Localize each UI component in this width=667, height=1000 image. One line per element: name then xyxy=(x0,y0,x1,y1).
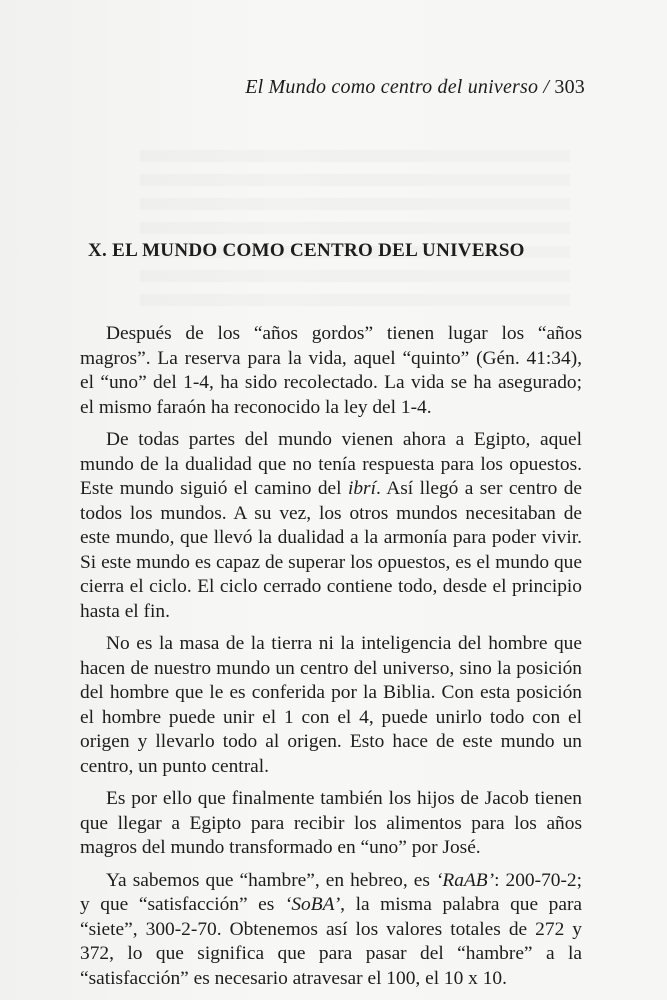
text-run: Ya sabemos que “hambre”, en hebreo, es xyxy=(106,869,436,891)
paragraph xyxy=(80,787,582,861)
paragraph xyxy=(80,869,582,992)
text-run: Es por ello que finalmente también los hijos de Jacob tienen que llegar a Egipto para recibir los alimentos para los años magros del mundo transformado en “uno” por José. xyxy=(80,788,582,858)
italic-term: ‘RaAB’ xyxy=(435,869,495,891)
text-run: : 200-70-2; y que “satisfacción” es xyxy=(80,869,583,915)
chapter-title: X. EL MUNDO COMO CENTRO DEL UNIVERSO xyxy=(88,240,525,261)
body-text xyxy=(80,322,582,991)
text-run: , la misma palabra que para “siete”, 300-2-70. Obtenemos así los valores totales de 272 y 372, lo que significa que para pasar del “hambre” a la “satisfacción” es necesario atravesar el 100, el 10 x 10. xyxy=(80,894,583,989)
italic-term: ibrí xyxy=(347,478,376,499)
text-run: No es la masa de la tierra ni la inteligencia del hombre que hacen de nuestro mundo un centro del universo, sino la posición del hombre que le es conferida por la Biblia. Con esta posición el hombre puede unir el 1 con el 4, puede unirlo todo con el origen y llevarlo todo al origen. Esto hace de este mundo un centro, un punto central. xyxy=(80,633,582,777)
running-head-title: El Mundo como centro del universo xyxy=(245,76,539,98)
italic-term: ‘SoBA’ xyxy=(284,894,341,915)
paragraph xyxy=(80,322,582,420)
paragraph xyxy=(80,428,582,624)
show-through-shadow xyxy=(140,150,570,310)
text-run: De todas partes del mundo vienen ahora a Egipto, aquel mundo de la dualidad que no tenía respuesta para los opuestos. Este mundo siguió el camino del xyxy=(80,429,582,499)
running-head-separator: / xyxy=(538,76,555,98)
page-number: 303 xyxy=(554,76,585,98)
paragraph xyxy=(80,632,582,779)
text-run: Después de los “años gordos” tienen lugar los “años magros”. La reserva para la vida, aquel “quinto” (Gén. 41:34), el “uno” del 1-4, ha sido recolectado. La vida se ha asegurado; el mismo faraón ha reconocido la ley del 1-4. xyxy=(80,323,582,418)
text-run: . Así llegó a ser centro de todos los mundos. A su vez, los otros mundos necesitaban de este mundo, que llevó la dualidad a la armonía para poder vivir. Si este mundo es capaz de superar los opuestos, es el mundo que cierra el ciclo. El ciclo cerrado contiene todo, desde el principio hasta el fin. xyxy=(80,478,582,622)
running-head xyxy=(245,76,585,99)
